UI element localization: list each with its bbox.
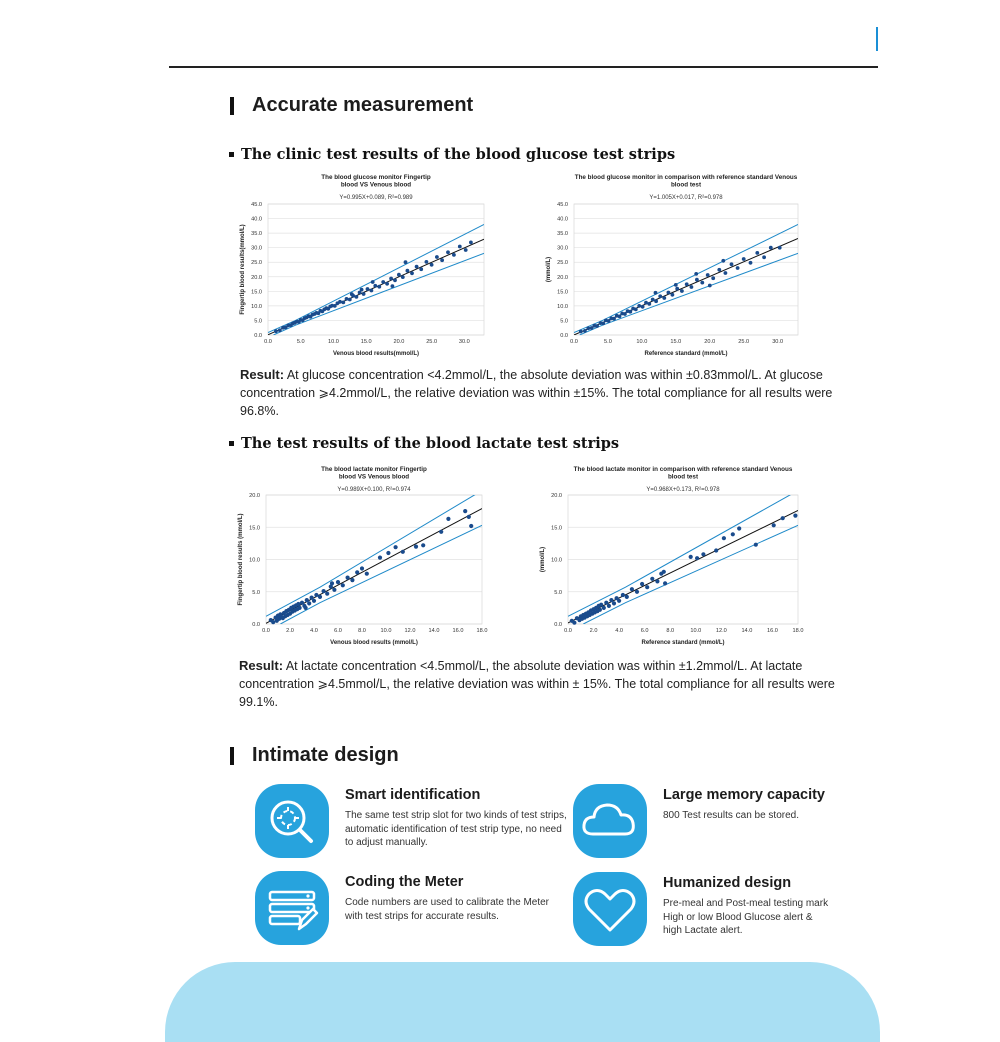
y-tick-label: 10.0	[557, 303, 568, 310]
section-title: Accurate measurement	[252, 94, 474, 116]
feature-title: Large memory capacity	[663, 787, 825, 803]
feature-desc: The same test strip slot for two kinds of test strips, automatic identification of test strip type, no need to adjust manually.	[345, 810, 567, 848]
data-point	[602, 606, 606, 610]
data-point	[373, 284, 377, 288]
data-point	[370, 289, 374, 293]
y-tick-label: 40.0	[557, 216, 568, 223]
cloud-icon	[573, 784, 647, 858]
chart-subtitle: Y=0.968X+0.173, R²=0.978	[646, 487, 720, 493]
y-tick-label: 15.0	[551, 525, 562, 532]
data-point	[415, 265, 419, 269]
data-point	[394, 545, 398, 549]
data-point	[348, 298, 352, 302]
y-tick-label: 25.0	[251, 260, 262, 267]
data-point	[618, 315, 622, 319]
section-bar-icon	[230, 97, 234, 115]
data-point	[391, 284, 395, 288]
x-tick-label: 6.0	[640, 628, 649, 634]
data-point	[654, 299, 658, 303]
x-tick-label: 0.0	[264, 339, 272, 345]
x-tick-label: 18.0	[476, 628, 488, 634]
data-point	[435, 255, 439, 259]
data-point	[625, 595, 629, 599]
y-axis-label: (mmol/L)	[546, 256, 552, 283]
y-tick-label: 5.0	[254, 318, 262, 325]
data-point	[314, 593, 318, 597]
data-point	[662, 296, 666, 300]
data-point	[637, 304, 641, 308]
x-axis-label: Venous blood results (mmol/L)	[330, 640, 418, 646]
data-point	[446, 250, 450, 254]
data-point	[671, 293, 675, 297]
result-label: Result:	[240, 367, 285, 382]
data-point	[647, 302, 651, 306]
y-tick-label: 35.0	[557, 231, 568, 238]
data-point	[401, 275, 405, 279]
data-point	[706, 273, 710, 277]
chart-title-line: blood test	[667, 473, 699, 481]
lower-tolerance-line	[280, 525, 482, 624]
x-tick-label: 25.0	[426, 339, 438, 345]
y-tick-label: 40.0	[251, 216, 262, 223]
data-point	[658, 294, 662, 298]
feature-title: Humanized design	[663, 875, 792, 891]
feature-desc: Pre-meal and Post-meal testing mark High or low Blood Glucose alert & high Lactate alert.	[663, 898, 829, 936]
data-point	[737, 526, 741, 530]
y-tick-label: 35.0	[251, 231, 262, 238]
lactate-result	[239, 657, 839, 711]
x-axis-label: Reference standard (mmol/L)	[641, 640, 725, 646]
data-point	[630, 587, 634, 591]
data-point	[695, 278, 699, 282]
chart-title-line: blood test	[670, 181, 702, 189]
data-point	[778, 246, 782, 250]
x-tick-label: 18.0	[792, 628, 804, 634]
chart-title-line: The blood lactate monitor Fingertip	[321, 466, 427, 473]
data-point	[708, 284, 712, 288]
data-point	[793, 514, 797, 518]
y-tick-label: 20.0	[251, 274, 262, 281]
data-point	[645, 585, 649, 589]
x-tick-label: 12.0	[404, 628, 416, 634]
x-tick-label: 25.0	[738, 339, 750, 345]
data-point	[650, 577, 654, 581]
regression-line	[266, 509, 482, 624]
data-point	[362, 292, 366, 296]
y-tick-label: 5.0	[560, 318, 568, 325]
x-tick-label: 14.0	[428, 628, 440, 634]
data-point	[469, 524, 473, 528]
x-tick-label: 5.0	[296, 339, 305, 345]
heart-icon	[573, 872, 647, 946]
data-point	[655, 579, 659, 583]
data-point	[360, 288, 364, 292]
y-tick-label: 45.0	[557, 202, 568, 208]
y-tick-label: 10.0	[551, 557, 562, 564]
x-tick-label: 0.0	[570, 339, 578, 345]
data-point	[772, 523, 776, 527]
data-point	[463, 509, 467, 513]
data-point	[385, 282, 389, 286]
data-point	[601, 322, 605, 326]
feature-smart-identification	[255, 784, 567, 858]
plot-frame	[574, 204, 798, 335]
x-tick-label: 8.0	[358, 628, 366, 634]
lower-tolerance-line	[273, 253, 484, 335]
data-point	[694, 272, 698, 276]
data-point	[742, 257, 746, 261]
data-point	[749, 261, 753, 265]
upper-tolerance-line	[266, 491, 482, 617]
x-tick-label: 15.0	[360, 339, 372, 345]
data-point	[410, 271, 414, 275]
y-tick-label: 5.0	[252, 589, 260, 596]
y-axis-label: Fingertip blood results(mmol/L)	[240, 224, 246, 315]
x-tick-label: 4.0	[310, 628, 318, 634]
x-axis-label: Reference standard (mmol/L)	[644, 351, 728, 357]
data-point	[651, 298, 655, 302]
y-axis-label: (mmol/L)	[540, 546, 546, 573]
feature-humanized-design	[573, 872, 828, 946]
plot-frame	[268, 204, 484, 335]
data-point	[397, 273, 401, 277]
data-point	[371, 280, 375, 284]
data-point	[623, 312, 627, 316]
data-point	[711, 276, 715, 280]
data-point	[621, 593, 625, 597]
data-point	[355, 570, 359, 574]
data-point	[641, 305, 645, 309]
x-tick-label: 10.0	[690, 628, 702, 634]
section-title: Intimate design	[252, 744, 399, 766]
data-point	[377, 285, 381, 289]
x-tick-label: 16.0	[766, 628, 778, 634]
chart-title-line: The blood glucose monitor in comparison with reference standard Venous	[574, 174, 798, 181]
data-point	[667, 291, 671, 295]
data-point	[612, 317, 616, 321]
x-tick-label: 10.0	[380, 628, 392, 634]
data-point	[406, 269, 410, 273]
data-point	[464, 248, 468, 252]
data-point	[425, 260, 429, 264]
chart-subtitle: Y=0.995X+0.089, R²=0.989	[339, 195, 413, 201]
data-point	[579, 330, 583, 334]
chart-title-line: blood VS Venous blood	[340, 181, 412, 189]
x-tick-label: 20.0	[393, 339, 405, 345]
section-bar-icon	[230, 747, 234, 765]
data-point	[304, 606, 308, 610]
data-point	[635, 590, 639, 594]
y-tick-label: 0.0	[560, 333, 568, 339]
x-tick-label: 5.0	[604, 339, 612, 345]
data-point	[654, 291, 658, 295]
y-tick-label: 15.0	[251, 289, 262, 296]
data-point	[680, 289, 684, 293]
data-point	[586, 326, 590, 330]
data-point	[298, 606, 302, 610]
data-point	[350, 292, 354, 296]
data-point	[312, 599, 316, 603]
data-point	[274, 329, 278, 333]
data-point	[360, 566, 364, 570]
data-point	[617, 599, 621, 603]
bottom-decorative-band	[165, 962, 880, 1042]
lactate-subheading	[229, 435, 619, 452]
data-point	[722, 536, 726, 540]
x-tick-label: 15.0	[670, 339, 682, 345]
y-tick-label: 15.0	[557, 289, 568, 296]
x-tick-label: 0.0	[262, 628, 270, 634]
section-intimate-design	[230, 744, 399, 767]
data-point	[336, 580, 340, 584]
data-point	[341, 583, 345, 587]
data-point	[674, 283, 678, 287]
data-point	[345, 297, 349, 301]
data-point	[724, 271, 728, 275]
lactate-subheading-text: The test results of the blood lactate test strips	[241, 435, 620, 452]
data-point	[731, 532, 735, 536]
y-tick-label: 10.0	[251, 303, 262, 310]
glucose-result	[240, 366, 840, 420]
data-point	[307, 601, 311, 605]
data-point	[365, 572, 369, 576]
data-point	[628, 310, 632, 314]
data-point	[685, 282, 689, 286]
x-tick-label: 20.0	[704, 339, 716, 345]
glucose-subheading-text: The clinic test results of the blood glucose test strips	[241, 146, 676, 163]
y-tick-label: 5.0	[554, 589, 562, 596]
data-point	[689, 555, 693, 559]
data-point	[404, 260, 408, 264]
x-tick-label: 12.0	[715, 628, 727, 634]
data-point	[662, 570, 666, 574]
glucose-fingertip-chart	[232, 168, 494, 363]
x-tick-label: 14.0	[741, 628, 753, 634]
x-tick-label: 6.0	[334, 628, 342, 634]
feature-desc: 800 Test results can be stored.	[663, 810, 800, 821]
data-point	[271, 620, 275, 624]
y-axis-label: Fingertip blood results (mmol/L)	[238, 513, 244, 606]
y-tick-label: 45.0	[251, 202, 262, 208]
data-point	[341, 301, 345, 305]
data-point	[695, 556, 699, 560]
y-tick-label: 0.0	[554, 622, 562, 628]
lactate-fingertip-chart	[232, 460, 496, 655]
data-point	[755, 251, 759, 255]
data-point	[762, 255, 766, 259]
x-tick-label: 2.0	[589, 628, 598, 634]
data-point	[690, 285, 694, 289]
feature-coding-meter	[255, 871, 549, 945]
magnify-target-icon	[255, 784, 329, 858]
data-point	[386, 551, 390, 555]
glucose-reference-chart	[538, 168, 808, 363]
data-point	[675, 287, 679, 291]
data-point	[366, 287, 370, 291]
data-point	[644, 301, 648, 305]
result-text: At glucose concentration <4.2mmol/L, the absolute deviation was within ±0.83mmol/L. At glucose concentration ⩾4.2mmol/L, the relative deviation was within ±15%. The total compliance for all results were 96.8%.	[240, 368, 833, 418]
x-tick-label: 2.0	[286, 628, 294, 634]
data-point	[393, 278, 397, 282]
data-point	[572, 621, 576, 625]
result-label: Result:	[239, 658, 284, 673]
data-point	[378, 556, 382, 560]
data-point	[721, 259, 725, 263]
feature-title: Smart identification	[345, 787, 481, 803]
data-point	[583, 329, 587, 333]
data-point	[446, 517, 450, 521]
data-point	[322, 589, 326, 593]
coding-list-icon	[255, 871, 329, 945]
data-point	[700, 281, 704, 285]
chart-subtitle: Y=0.989X+0.100, R²=0.974	[337, 487, 411, 493]
data-point	[278, 328, 282, 332]
data-point	[663, 581, 667, 585]
chart-title-line: The blood glucose monitor Fingertip	[321, 174, 431, 181]
x-tick-label: 16.0	[452, 628, 464, 634]
upper-tolerance-line	[568, 491, 798, 617]
section-accurate-measurement	[230, 94, 473, 117]
lower-tolerance-line	[583, 525, 798, 624]
header-rule	[169, 66, 878, 68]
x-tick-label: 0.0	[564, 628, 572, 634]
y-tick-label: 10.0	[249, 557, 260, 564]
data-point	[730, 262, 734, 266]
feature-title: Coding the Meter	[345, 874, 464, 890]
data-point	[338, 300, 342, 304]
square-bullet-icon	[229, 152, 234, 157]
data-point	[350, 578, 354, 582]
chart-title-line: The blood lactate monitor in comparison with reference standard Venous	[573, 466, 793, 473]
x-tick-label: 8.0	[666, 628, 675, 634]
data-point	[781, 516, 785, 520]
data-point	[332, 588, 336, 592]
data-point	[640, 582, 644, 586]
data-point	[401, 550, 405, 554]
lower-tolerance-line	[580, 253, 798, 335]
data-point	[607, 604, 611, 608]
data-point	[609, 598, 613, 602]
glucose-subheading	[229, 146, 675, 163]
upper-tolerance-line	[574, 225, 798, 333]
square-bullet-icon	[229, 441, 234, 446]
chart-subtitle: Y=1.005X+0.017, R²=0.978	[649, 195, 723, 201]
data-point	[469, 241, 473, 245]
data-point	[330, 581, 334, 585]
data-point	[717, 268, 721, 272]
data-point	[439, 530, 443, 534]
feature-large-memory	[573, 784, 825, 858]
data-point	[421, 543, 425, 547]
header-accent-mark	[876, 27, 878, 51]
data-point	[389, 277, 393, 281]
y-tick-label: 20.0	[557, 274, 568, 281]
data-point	[440, 258, 444, 262]
y-tick-label: 0.0	[254, 333, 262, 339]
data-point	[419, 267, 423, 271]
feature-desc: Code numbers are used to calibrate the Meter with test strips for accurate results.	[345, 897, 549, 922]
data-point	[634, 308, 638, 312]
data-point	[458, 245, 462, 249]
data-point	[612, 601, 616, 605]
data-point	[701, 552, 705, 556]
data-point	[714, 548, 718, 552]
data-point	[430, 263, 434, 267]
data-point	[452, 253, 456, 257]
data-point	[595, 324, 599, 328]
data-point	[325, 592, 329, 596]
chart-title-line: blood VS Venous blood	[338, 473, 410, 481]
data-point	[736, 266, 740, 270]
x-tick-label: 30.0	[458, 339, 470, 345]
data-point	[346, 576, 350, 580]
y-tick-label: 20.0	[249, 493, 260, 499]
upper-tolerance-line	[268, 225, 484, 333]
y-tick-label: 30.0	[251, 245, 262, 252]
data-point	[754, 543, 758, 547]
x-axis-label: Venous blood results(mmol/L)	[332, 351, 420, 357]
data-point	[381, 280, 385, 284]
y-tick-label: 25.0	[557, 260, 568, 267]
data-point	[296, 602, 300, 606]
y-tick-label: 20.0	[551, 493, 562, 499]
data-point	[355, 295, 359, 299]
y-tick-label: 0.0	[252, 622, 260, 628]
x-tick-label: 30.0	[772, 339, 784, 345]
data-point	[769, 246, 773, 250]
data-point	[414, 545, 418, 549]
x-tick-label: 10.0	[636, 339, 648, 345]
result-text: At lactate concentration <4.5mmol/L, the absolute deviation was within ±1.2mmol/L. At lactate concentration ⩾4.5mmol/L, the relative deviation was within ± 15%. The total compliance for all results were 99.1%.	[239, 659, 835, 709]
lactate-reference-chart	[536, 460, 808, 655]
data-point	[467, 515, 471, 519]
x-tick-label: 4.0	[615, 628, 624, 634]
y-tick-label: 30.0	[557, 245, 568, 252]
x-tick-label: 10.0	[328, 339, 339, 345]
data-point	[598, 608, 602, 612]
data-point	[318, 595, 322, 599]
y-tick-label: 15.0	[249, 525, 260, 532]
